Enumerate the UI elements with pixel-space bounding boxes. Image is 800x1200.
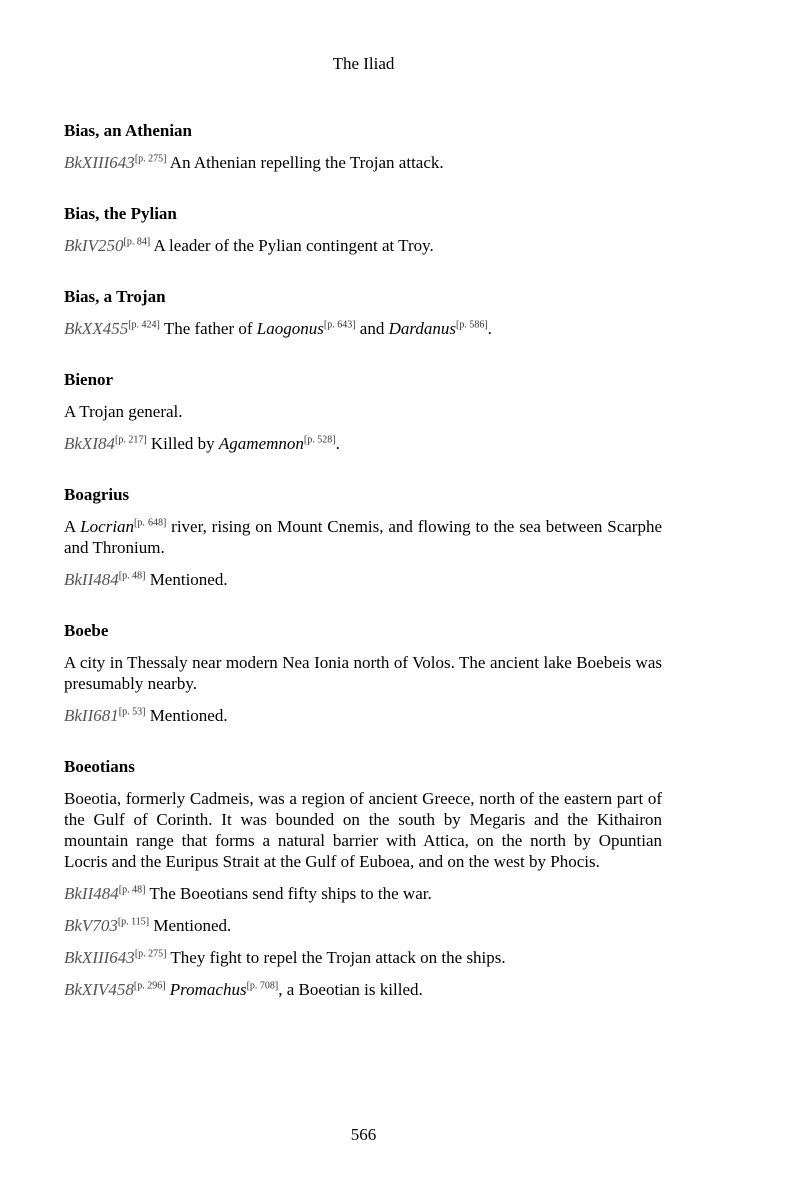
text-run: . (487, 319, 492, 338)
entry-description (64, 788, 662, 872)
page-number: 566 (350, 1125, 377, 1144)
cross-reference-name: Agamemnon (218, 434, 304, 453)
cross-reference-name: Locrian (80, 517, 135, 536)
text-run: Mentioned. (149, 916, 232, 935)
entry-description (64, 652, 662, 694)
book-reference-line (64, 915, 662, 936)
text-run: Killed by (146, 434, 219, 453)
page-reference: [p. 115] (117, 916, 150, 928)
page-reference: [p. 528] (303, 434, 336, 446)
entry-heading: Boagrius (64, 485, 130, 504)
glossary-content (64, 120, 662, 1030)
page-reference: [p. 424] (128, 319, 160, 331)
cross-reference-name: Promachus (169, 980, 247, 999)
book-reference-line (64, 152, 662, 173)
text-run: A city in Thessaly near modern Nea Ionia north of Volos. The ancient lake Boebeis was presumably nearby. (64, 653, 662, 693)
page-reference: [p. 48] (118, 884, 146, 896)
entry-description (64, 401, 662, 422)
page-reference: [p. 53] (118, 706, 146, 718)
book-reference-line (64, 235, 662, 256)
page-reference: [p. 586] (455, 319, 488, 331)
text-run: An Athenian repelling the Trojan attack. (166, 153, 444, 172)
entry-heading: Boeotians (64, 757, 135, 776)
text-run: A (64, 517, 81, 536)
book-line-reference: BkXI84 (64, 434, 115, 453)
book-line-reference: BkIV250 (64, 236, 124, 255)
book-reference-line (64, 569, 662, 590)
text-run: Boeotia, formerly Cadmeis, was a region of ancient Greece, north of the eastern part of the Gulf of Corinth. It was bounded on the south by Megaris and the Kithairon mountain range that forms a natural barrier with Attica, on the north by Opuntian Locris and the Euripus Strait at the Gulf of Euboea, and on the west by Phocis. (64, 789, 662, 871)
book-line-reference: BkXX455 (64, 319, 129, 338)
glossary-entry (64, 484, 662, 590)
running-header: The Iliad (332, 54, 395, 73)
text-run: , a Boeotian is killed. (278, 980, 423, 999)
glossary-entry (64, 620, 662, 726)
text-run: . (335, 434, 340, 453)
book-line-reference: BkXIII643 (64, 153, 135, 172)
text-run: A Trojan general. (64, 402, 183, 421)
entry-heading: Bias, the Pylian (64, 204, 177, 223)
book-line-reference: BkXIV458 (64, 980, 134, 999)
glossary-entry (64, 203, 662, 256)
glossary-entry (64, 756, 662, 1000)
text-run: river, rising on Mount Cnemis, and flowing to the sea between Scarphe and Thronium. (64, 517, 662, 557)
text-run: and (355, 319, 389, 338)
text-run: Mentioned. (145, 570, 228, 589)
entry-heading: Boebe (64, 621, 109, 640)
text-run: The father of (159, 319, 257, 338)
book-reference-line (64, 318, 662, 339)
book-line-reference: BkXIII643 (64, 948, 135, 967)
text-run: The Boeotians send fifty ships to the war. (145, 884, 432, 903)
cross-reference-name: Dardanus (388, 319, 456, 338)
entry-heading: Bienor (64, 370, 114, 389)
page-reference: [p. 275] (134, 153, 167, 165)
glossary-entry (64, 286, 662, 339)
book-reference-line (64, 947, 662, 968)
page-reference: [p. 708] (246, 980, 279, 992)
book-line-reference: BkII681 (64, 706, 119, 725)
page-reference: [p. 648] (134, 517, 167, 529)
page-reference: [p. 84] (123, 236, 151, 248)
page-reference: [p. 275] (134, 948, 167, 960)
text-run: They fight to repel the Trojan attack on the ships. (166, 948, 506, 967)
glossary-entry (64, 120, 662, 173)
page-reference: [p. 48] (118, 570, 146, 582)
page-reference: [p. 217] (114, 434, 147, 446)
page-reference: [p. 296] (133, 980, 166, 992)
book-reference-line (64, 883, 662, 904)
book-line-reference: BkII484 (64, 570, 119, 589)
book-reference-line (64, 433, 662, 454)
book-reference-line (64, 705, 662, 726)
cross-reference-name: Laogonus (256, 319, 324, 338)
glossary-entry (64, 369, 662, 454)
text-run: Mentioned. (145, 706, 228, 725)
text-run: A leader of the Pylian contingent at Troy. (150, 236, 434, 255)
entry-heading: Bias, a Trojan (64, 287, 166, 306)
entry-heading: Bias, an Athenian (64, 121, 193, 140)
book-line-reference: BkII484 (64, 884, 119, 903)
book-reference-line (64, 979, 662, 1000)
page-reference: [p. 643] (323, 319, 356, 331)
entry-description (64, 516, 662, 558)
book-line-reference: BkV703 (64, 916, 118, 935)
